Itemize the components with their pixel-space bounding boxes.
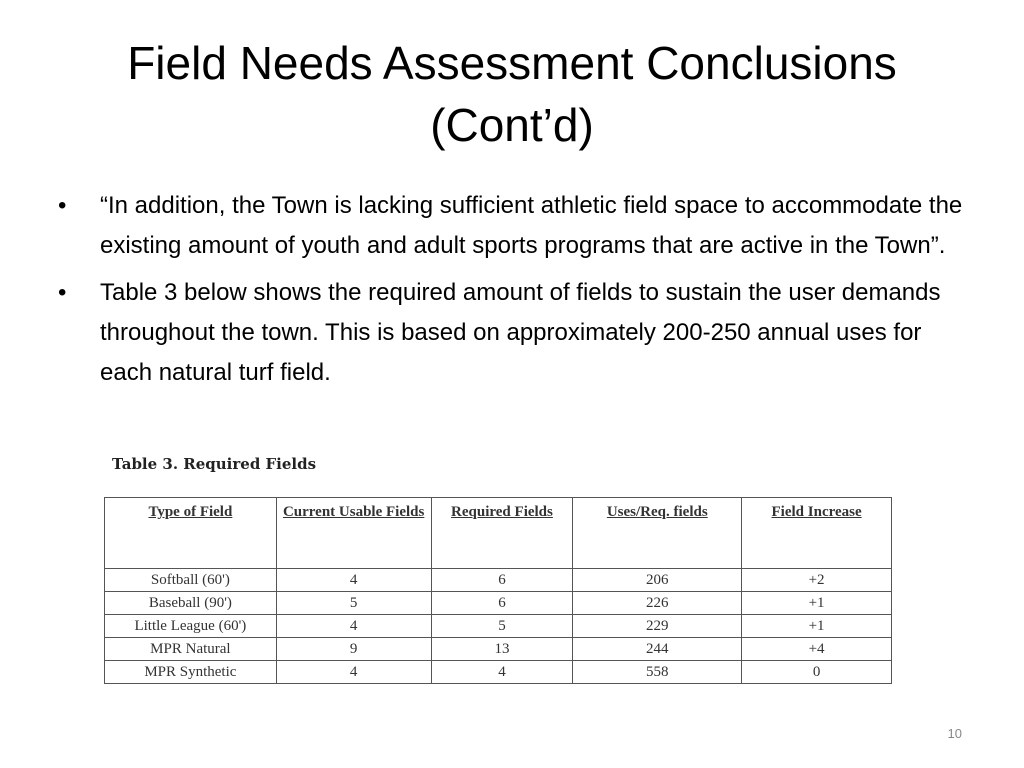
cell-uses-per-required-field: 226: [573, 592, 742, 615]
bullet-list: [58, 186, 968, 400]
table-header-row: [105, 498, 892, 569]
cell-current-usable-fields: 5: [276, 592, 431, 615]
required-fields-table: [104, 497, 892, 684]
bullet-text: “In addition, the Town is lacking sufficient athletic field space to accommodate the existing amount of youth and adult sports programs that are active in the Town”.: [100, 192, 963, 259]
table-row: [105, 661, 892, 684]
cell-type-of-field: Baseball (90'): [105, 592, 277, 615]
table-row: [105, 638, 892, 661]
bullet-icon: •: [58, 192, 67, 219]
table-row: [105, 592, 892, 615]
cell-type-of-field: Little League (60'): [105, 615, 277, 638]
cell-field-increase: +2: [742, 569, 892, 592]
bullet-item: [58, 273, 968, 393]
cell-type-of-field: MPR Natural: [105, 638, 277, 661]
bullet-icon: •: [58, 279, 67, 306]
slide-title: [40, 32, 984, 156]
column-header-uses-per-required-field: Uses/Req. fields: [573, 498, 742, 569]
column-header-field-increase: Field Increase: [742, 498, 892, 569]
cell-current-usable-fields: 4: [276, 569, 431, 592]
slide-title-line-2: (Cont’d): [430, 99, 594, 151]
cell-field-increase: +1: [742, 592, 892, 615]
cell-field-increase: +4: [742, 638, 892, 661]
column-header-current-usable-fields: Current Usable Fields: [276, 498, 431, 569]
table-row: [105, 615, 892, 638]
cell-uses-per-required-field: 558: [573, 661, 742, 684]
cell-field-increase: +1: [742, 615, 892, 638]
cell-uses-per-required-field: 229: [573, 615, 742, 638]
table-caption: Table 3. Required Fields: [112, 455, 317, 473]
cell-uses-per-required-field: 244: [573, 638, 742, 661]
cell-required-fields: 13: [431, 638, 573, 661]
table-row: [105, 569, 892, 592]
cell-uses-per-required-field: 206: [573, 569, 742, 592]
column-header-type-of-field: Type of Field: [105, 498, 277, 569]
cell-type-of-field: Softball (60'): [105, 569, 277, 592]
cell-current-usable-fields: 4: [276, 661, 431, 684]
cell-current-usable-fields: 9: [276, 638, 431, 661]
slide-title-line-1: Field Needs Assessment Conclusions: [127, 37, 897, 89]
column-header-required-fields: Required Fields: [431, 498, 573, 569]
cell-required-fields: 6: [431, 569, 573, 592]
bullet-text: Table 3 below shows the required amount of fields to sustain the user demands throughout the town. This is based on approximately 200-250 annual uses for each natural turf field.: [100, 279, 941, 386]
page-number: 10: [947, 726, 962, 741]
cell-type-of-field: MPR Synthetic: [105, 661, 277, 684]
cell-required-fields: 5: [431, 615, 573, 638]
cell-current-usable-fields: 4: [276, 615, 431, 638]
cell-required-fields: 6: [431, 592, 573, 615]
bullet-item: [58, 186, 968, 266]
cell-required-fields: 4: [431, 661, 573, 684]
cell-field-increase: 0: [742, 661, 892, 684]
